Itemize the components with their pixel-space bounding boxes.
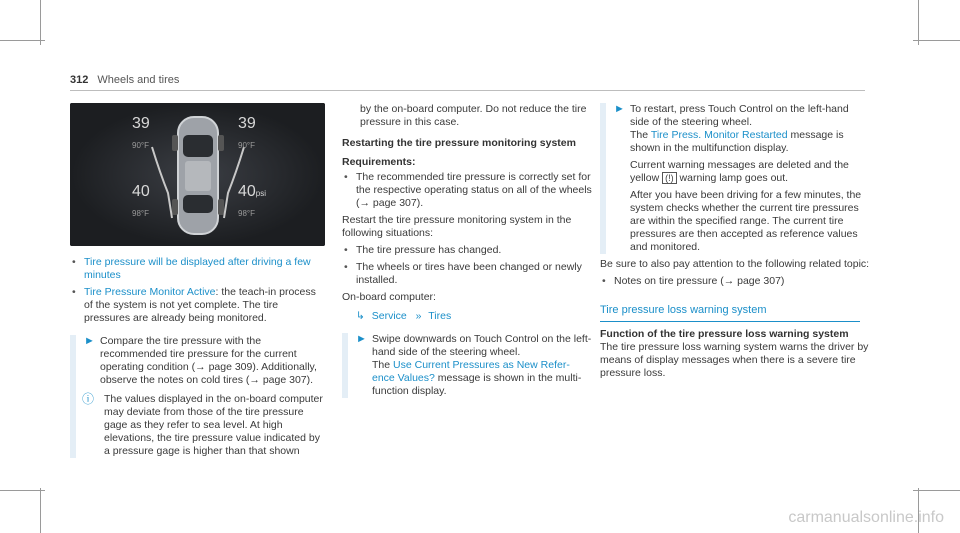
pressure-unit: psi	[255, 189, 267, 198]
chapter-title: Wheels and tires	[97, 74, 180, 86]
function-text: The tire pressure loss warning system warns the driver by means of display messages when there is a severe tire pressure loss.	[600, 341, 869, 379]
column-1	[70, 103, 325, 458]
related-topic-intro: Be sure to also pay attention to the following related topic:	[600, 258, 870, 270]
crop-mark	[40, 488, 41, 533]
situation-list	[342, 244, 592, 287]
column-2	[342, 103, 592, 398]
list-item[interactable]: • Notes on tire pressure (→ page 307)	[600, 275, 870, 288]
page-header	[70, 74, 179, 86]
instrument-cluster-image	[70, 103, 325, 246]
requirements-list	[342, 171, 592, 210]
menu-service: Service	[371, 310, 407, 322]
note-continuation: by the on-board computer. Do not reduce the tire pressure in this case.	[360, 103, 587, 128]
list-item: • Tire Pressure Monitor Active: the teach-in process of the system is not yet complete. The tire pressures are already being monitored.	[70, 286, 325, 325]
header-rule	[70, 90, 865, 91]
front-left-pressure: 39	[132, 115, 150, 132]
crop-mark	[918, 0, 919, 45]
menu-path	[356, 310, 592, 323]
front-right-pressure: 39	[238, 115, 256, 132]
instruction-step: ► Compare the tire pressure with the recommended tire pressure for the current operating condition (→ page 309). Additionally, observe the notes on cold tires (→ page 307). ⓘ The values displayed in the on-board computer may deviate from those of the tire pressure gage as they refer to sea level. At high elevations, the tire pressure value indicated by a pressure gage is higher than that shown	[70, 335, 325, 458]
tire-indicator-lines	[150, 133, 246, 223]
list-item: • Tire pressure will be displayed after driving a few minutes	[70, 256, 325, 282]
front-right-temp: 90°F	[238, 141, 255, 150]
crop-mark	[913, 490, 960, 491]
tire-warning-lamp-icon: (!)	[662, 172, 677, 184]
related-topic-list	[600, 275, 870, 288]
menu-double-chevron-icon: »	[415, 310, 422, 322]
section-heading: Restarting the tire pressure monitoring system	[342, 137, 576, 149]
section-heading: Tire pressure loss warning system	[600, 304, 860, 322]
menu-arrow-icon: ↳	[356, 310, 365, 322]
obc-label: On-board computer:	[342, 291, 436, 303]
crop-mark	[0, 490, 45, 491]
crop-mark	[913, 40, 960, 41]
subsection-heading: Function of the tire pressure loss warning system	[600, 328, 849, 340]
menu-tires: Tires	[428, 310, 452, 322]
front-left-temp: 90°F	[132, 141, 149, 150]
info-icon: ⓘ	[82, 392, 95, 406]
instruction-step: ► To restart, press Touch Control on the left-hand side of the steering wheel. The Tire Press. Monitor Restarted message is shown in the multifunction display. Current warning messages are deleted and the yellow (!) warning lamp goes out. After you have been driving for a few minutes, the system checks whether the current tire pressures are within the specified range. The current tire pressures are then accepted as reference values and monitored.	[600, 103, 870, 254]
restart-intro: Restart the tire pressure monitoring system in the following situations:	[342, 214, 572, 239]
instruction-step: ► Swipe downwards on Touch Control on the left-hand side of the steering wheel. The Use Current Pressures as New Refer-ence Values? message is shown in the multi-function display.	[342, 333, 592, 398]
step-arrow-icon: ►	[614, 103, 625, 115]
rear-right-temp: 98°F	[238, 209, 255, 218]
crop-mark	[0, 40, 45, 41]
rear-right-pressure: 40psi	[238, 183, 267, 200]
page-number: 312	[70, 74, 89, 86]
rear-left-temp: 98°F	[132, 209, 149, 218]
list-item: • The wheels or tires have been changed or newly installed.	[342, 261, 592, 287]
crop-mark	[40, 0, 41, 45]
requirements-heading: Requirements:	[342, 156, 416, 168]
step-arrow-icon: ►	[84, 335, 95, 347]
watermark: carmanualsonline.info	[788, 509, 944, 526]
column-3	[600, 103, 870, 380]
list-item: • The recommended tire pressure is correctly set for the respective operating status on all of the wheels (→ page 307).	[342, 171, 592, 210]
status-message-list	[70, 256, 325, 325]
list-item: • The tire pressure has changed.	[342, 244, 592, 257]
info-note: ⓘ The values displayed in the on-board computer may deviate from those of the tire pressure gage as they refer to sea level. At high elevations, the tire pressure value indicated by a pressure gage is higher than that shown	[82, 392, 323, 457]
rear-left-pressure: 40	[132, 183, 150, 200]
step-arrow-icon: ►	[356, 333, 367, 345]
